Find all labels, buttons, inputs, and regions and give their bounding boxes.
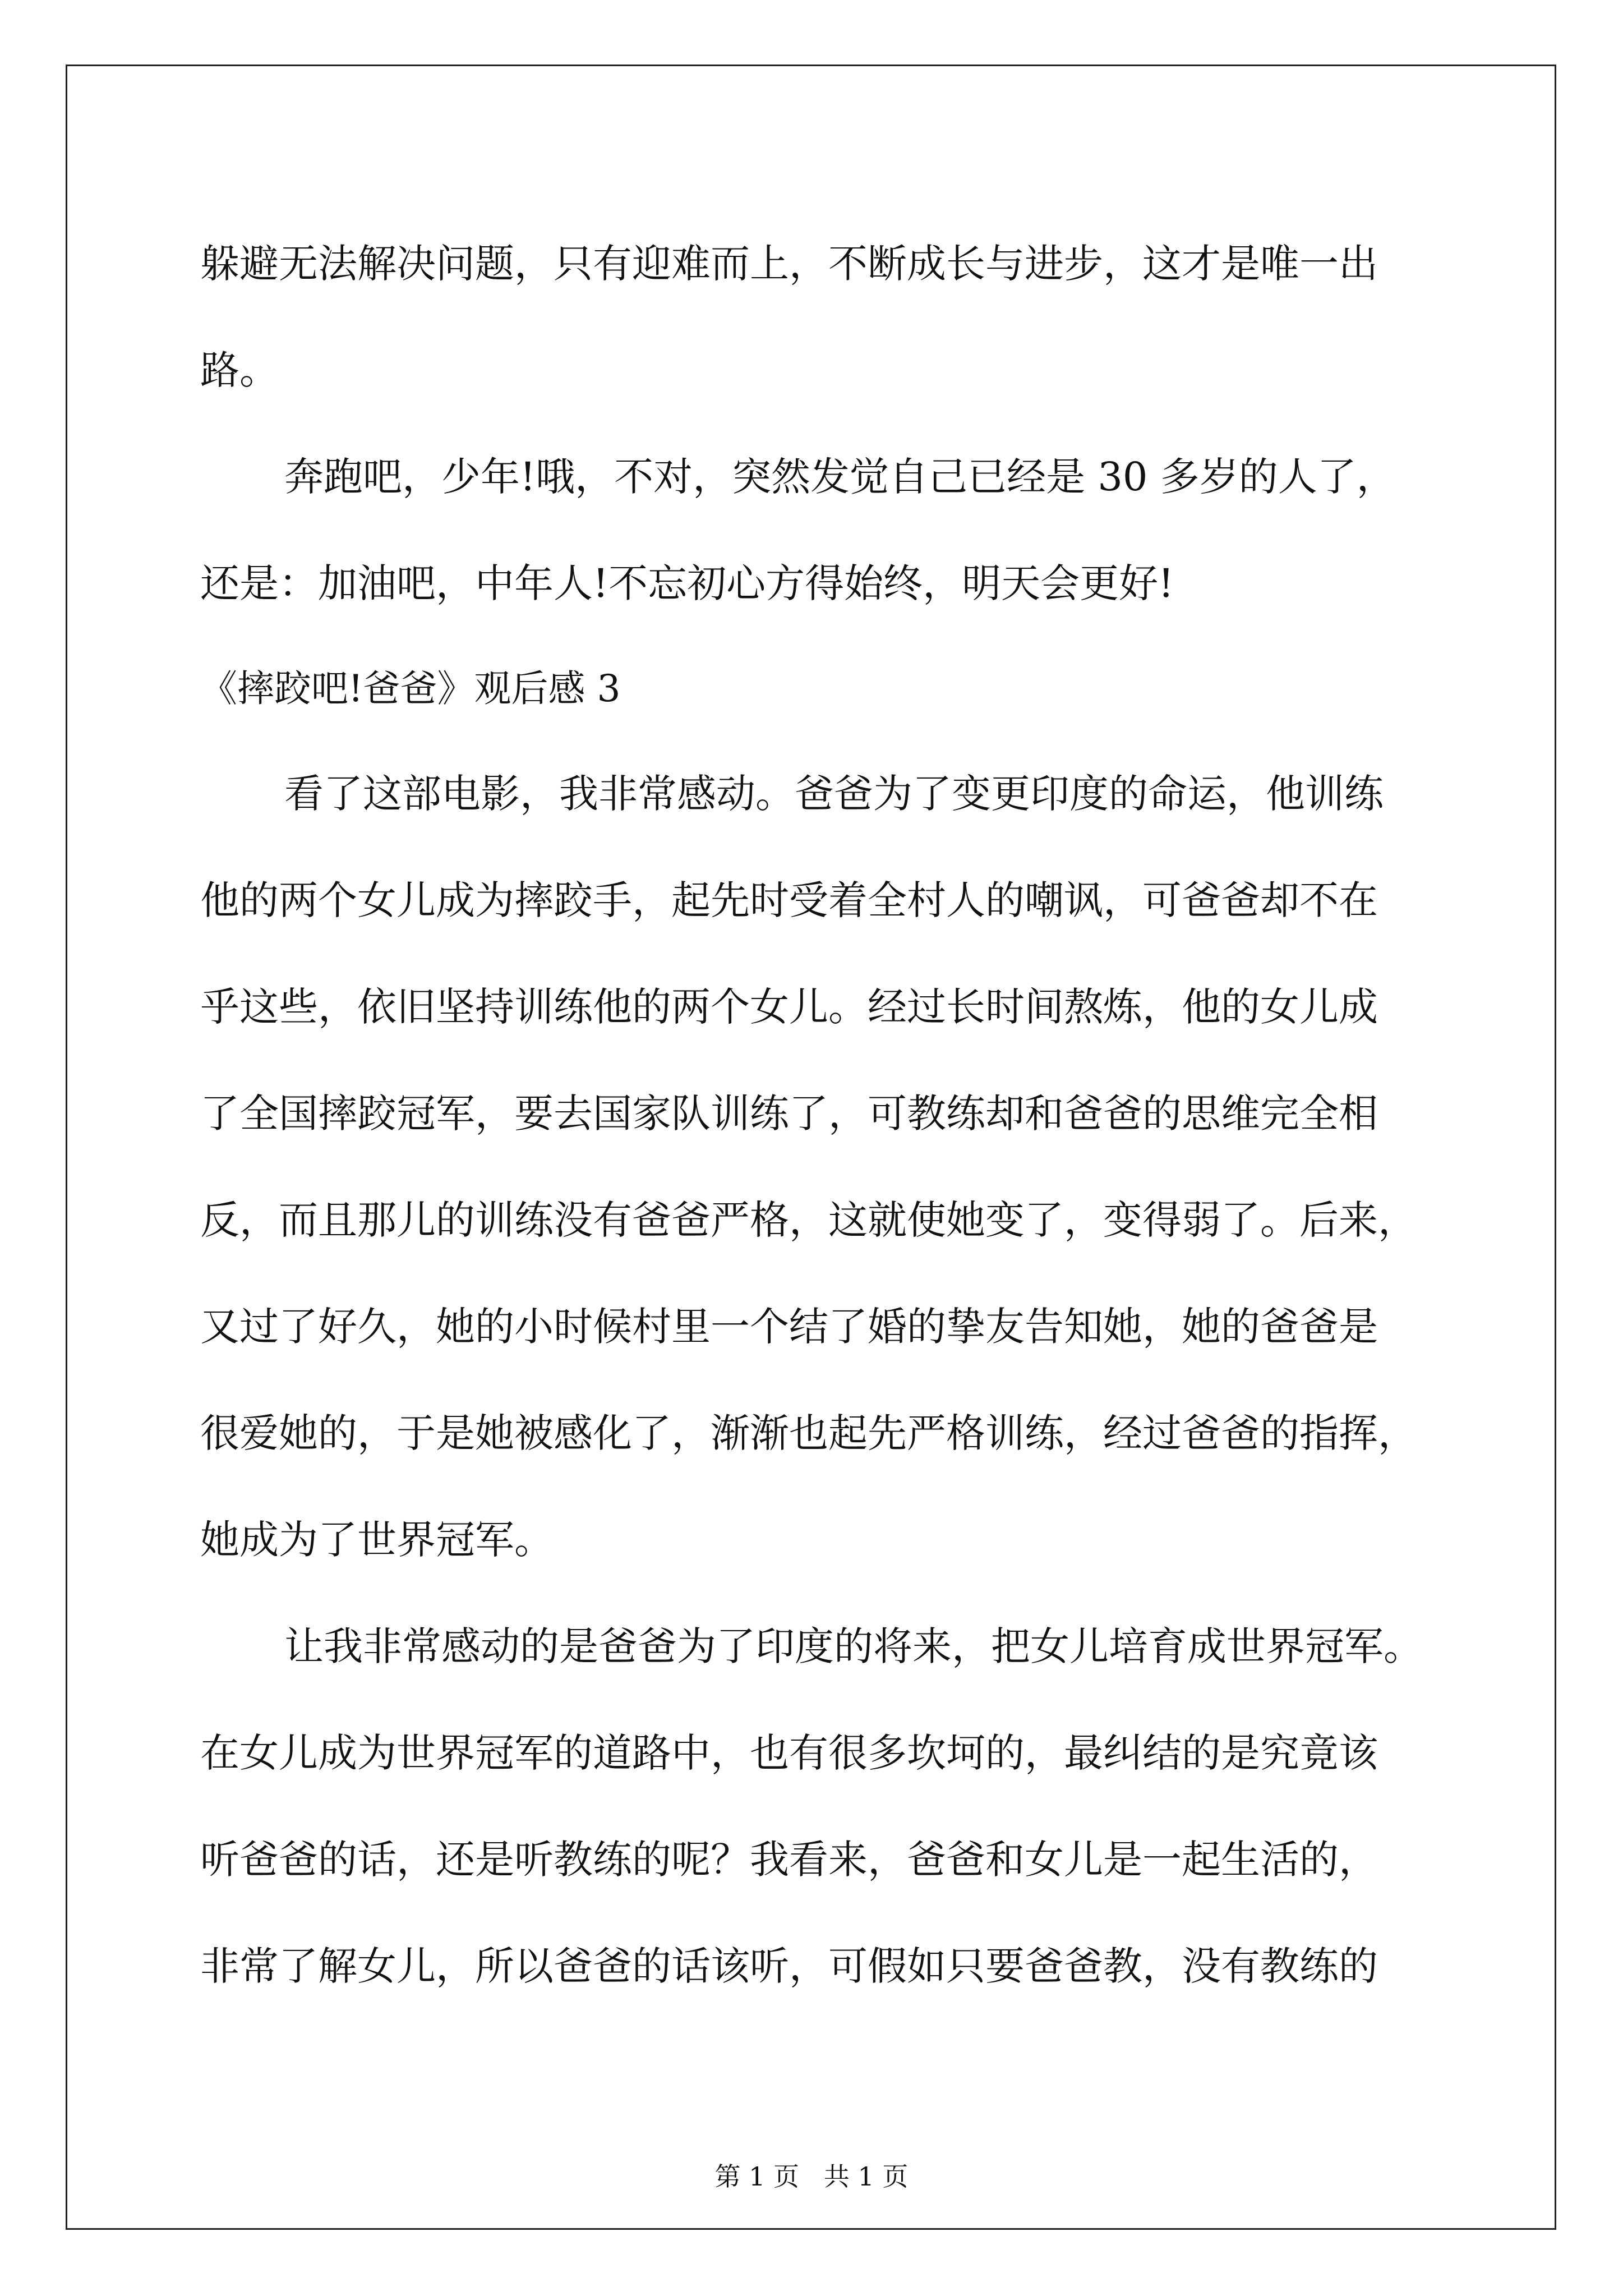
text-line-17: 非常了解女儿，所以爸爸的话该听，可假如只要爸爸教，没有教练的: [200, 1943, 1378, 1989]
text-line-10: 反，而且那儿的训练没有爸爸严格，这就使她变了，变得弱了。后来，: [200, 1197, 1417, 1243]
section-heading: 《摔跤吧!爸爸》观后感 3: [200, 667, 621, 710]
text-line-6: 看了这部电影，我非常感动。爸爸为了变更印度的命运，他训练: [284, 771, 1384, 817]
text-line-2: 路。: [200, 347, 279, 393]
text-line-9: 了全国摔跤冠军，要去国家队训练了，可教练却和爸爸的思维完全相: [200, 1091, 1378, 1137]
text-line-3: 奔跑吧，少年!哦，不对，突然发觉自己已经是 30 多岁的人了，: [284, 454, 1396, 500]
text-line-16: 听爸爸的话，还是听教练的呢？我看来，爸爸和女儿是一起生活的，: [200, 1837, 1378, 1883]
document-body: [200, 210, 1434, 2019]
text-line-13: 她成为了世界冠军。: [200, 1517, 554, 1563]
text-line-4: 还是：加油吧，中年人!不忘初心方得始终，明天会更好!: [200, 560, 1174, 606]
text-line-12: 很爱她的，于是她被感化了，渐渐也起先严格训练，经过爸爸的指挥，: [200, 1410, 1417, 1456]
text-line-7: 他的两个女儿成为摔跤手，起先时受着全村人的嘲讽，可爸爸却不在: [200, 877, 1378, 923]
text-line-1: 躲避无法解决问题，只有迎难而上，不断成长与进步，这才是唯一出: [200, 241, 1378, 287]
text-line-15: 在女儿成为世界冠军的道路中，也有很多坎坷的，最纠结的是究竟该: [200, 1730, 1378, 1776]
text-line-14: 让我非常感动的是爸爸为了印度的将来，把女儿培育成世界冠军。: [284, 1623, 1423, 1669]
page-number-footer: 第 1 页 共 1 页: [714, 2161, 909, 2192]
text-line-11: 又过了好久，她的小时候村里一个结了婚的挚友告知她，她的爸爸是: [200, 1304, 1378, 1350]
text-line-8: 乎这些，依旧坚持训练他的两个女儿。经过长时间熬炼，他的女儿成: [200, 984, 1378, 1030]
